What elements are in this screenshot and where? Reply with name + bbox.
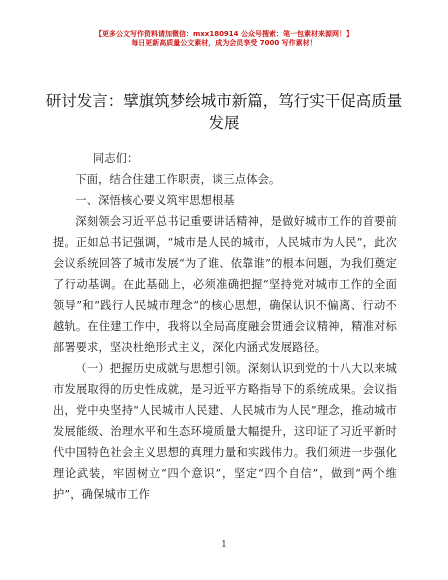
banner-line-1: 【更多公文写作资料请加微信：mxx180914 公众号搜索：笔一包素材来源网！】 xyxy=(95,30,353,38)
salutation: 同志们： xyxy=(93,152,139,165)
body-paragraph: 深刻领会习近平总书记重要讲话精神，是做好城市工作的首要前提。正如总书记强调，“城市是人民的城市，人民城市为人民”，此次会议系统回答了城市发展“为了谁、依靠谁”的根本问题，为我们奠定了行动基调。在此基础上，必须准确把握“坚持党对城市工作的全面领导”和“践行人民城市理念”的核心思想，确保认识不偏离、行动不越轨。在住建工作中，我将以全局高度融会贯通会议精神，精准对标部署要求，坚决杜绝形式主义，深化内涵式发展路径。 xyxy=(53,215,397,354)
document-title: 研讨发言：擘旗筑梦绘城市新篇，笃行实干促高质量发展 xyxy=(45,92,403,132)
intro-paragraph: 下面，结合住建工作职责，谈三点体会。 xyxy=(75,173,281,186)
body-paragraph-2: （一）把握历史成就与思想引领。深刻认识到党的十八大以来城市发展取得的历史性成就，是习近平方略指导下的系统成果。会议指出，党中央坚持“人民城市人民建、人民城市为人民”理念，推动城市发展能级、治理水平和生态环境质量大幅提升，这印证了习近平新时代中国特色社会主义思想的真理力量和实践伟力。我们须进一步强化理论武装，牢固树立“四个意识”，坚定“四个自信”，做到“两个维护”，确保城市工作 xyxy=(53,362,397,501)
banner-line-2: 每日更新高质量公文素材，成为会员享受 7000 写作素材！ xyxy=(131,39,317,47)
header-banner xyxy=(0,30,448,48)
page-number: 1 xyxy=(221,540,227,550)
document-body xyxy=(53,148,397,505)
section-heading: 一、深悟核心要义筑牢思想根基 xyxy=(75,194,235,207)
